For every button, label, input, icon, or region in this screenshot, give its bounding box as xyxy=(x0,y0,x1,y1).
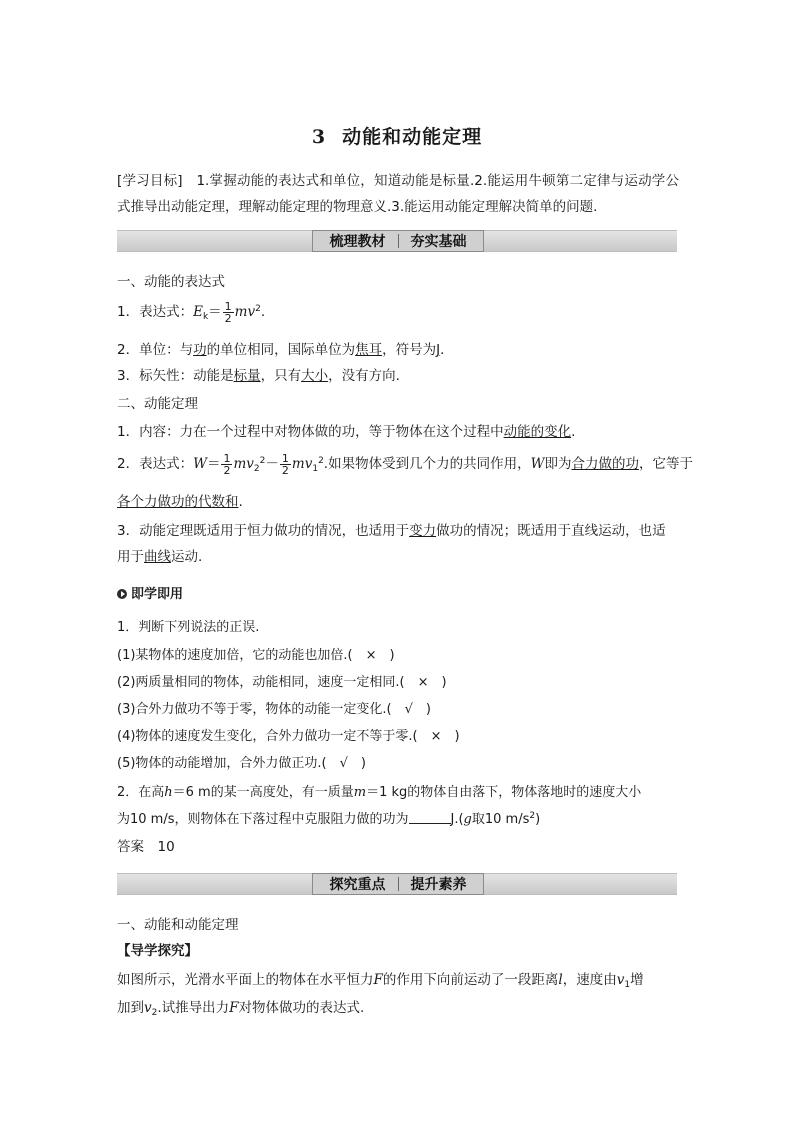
question-2-line-2 xyxy=(117,808,540,827)
underlined-term: 曲线 xyxy=(144,549,171,565)
text: 即为 xyxy=(544,456,572,472)
title-number: 3 xyxy=(311,126,327,148)
section-banner-2 xyxy=(117,873,677,895)
text: 3．动能定理既适用于恒力做功的情况，也适用于 xyxy=(117,523,410,539)
denominator: 2 xyxy=(224,311,232,325)
banner-right-label: 提升素养 xyxy=(410,877,467,893)
minus: － xyxy=(265,456,279,472)
text: 如图所示，光滑水平面上的物体在水平恒力 xyxy=(117,972,374,988)
text: 对物体做功的表达式. xyxy=(238,1000,365,1016)
text: 做功的情况；既适用于直线运动，也适用于 xyxy=(117,523,666,565)
banner-left-label: 梳理教材 xyxy=(329,234,386,250)
text: 1．内容：力在一个过程中对物体做的功，等于物体在这个过程中 xyxy=(117,424,504,440)
list-item: (2)两质量相同的物体，动能相同，速度一定相同.( × ) xyxy=(117,675,447,690)
answer-line: 答案 10 xyxy=(117,839,175,855)
answer-blank xyxy=(409,811,451,824)
symbol-f: F xyxy=(229,1000,239,1016)
list-item xyxy=(117,338,444,358)
list-item: (4)物体的速度发生变化，合外力做功一定不等于零.( × ) xyxy=(117,729,460,744)
superscript: 2 xyxy=(255,304,261,314)
text: ) xyxy=(535,812,541,827)
subscript: 1 xyxy=(624,980,631,990)
text: 为10 m/s，则物体在下落过程中克服阻力做的功为 xyxy=(117,812,409,827)
paragraph-line xyxy=(117,968,644,990)
text: 的作用下向前运动了一段距离 xyxy=(382,972,559,988)
symbol-l: l xyxy=(558,972,563,988)
symbol-f: F xyxy=(373,972,383,988)
text: 的单位相同，国际单位为 xyxy=(206,342,356,358)
symbol-mv: mv xyxy=(234,304,256,320)
list-item xyxy=(117,518,679,570)
banner-left-label: 探究重点 xyxy=(329,877,386,893)
list-item: (5)物体的动能增加，合外力做正功.( √ ) xyxy=(117,756,366,771)
text: 2．单位：与 xyxy=(117,342,194,358)
underlined-term: J xyxy=(436,342,441,358)
question-1: 1．判断下列说法的正误. xyxy=(117,620,260,635)
symbol-h: h xyxy=(164,785,173,800)
text: ＝1 kg的物体自由落下，物体落地时的速度大小 xyxy=(366,785,642,800)
section-heading: 一、动能的表达式 xyxy=(117,274,225,290)
list-item-continued xyxy=(117,490,243,510)
text: ，它等于 xyxy=(638,456,693,472)
fraction-half xyxy=(221,453,232,476)
underlined-term: 大小 xyxy=(301,368,329,384)
superscript: 2 xyxy=(318,456,324,466)
symbol-w: W xyxy=(193,456,207,472)
underlined-term: 各个力做功的代数和 xyxy=(117,494,239,510)
banner-divider xyxy=(398,234,399,248)
underlined-term: 合力做的功 xyxy=(571,456,639,472)
underlined-term: 焦耳 xyxy=(355,342,383,358)
banner-tag xyxy=(312,873,484,895)
section-heading: 二、动能定理 xyxy=(117,396,198,412)
text: 1．表达式： xyxy=(117,304,194,320)
text: ，速度由 xyxy=(562,972,617,988)
subscript: 2 xyxy=(151,1008,158,1018)
symbol-mv: mv xyxy=(233,456,254,472)
paragraph-line xyxy=(117,996,364,1018)
section-heading: 一、动能和动能定理 xyxy=(117,917,239,933)
text: 2．表达式： xyxy=(117,456,194,472)
fraction-half xyxy=(223,301,234,324)
superscript: 2 xyxy=(259,456,266,466)
fraction-half xyxy=(280,453,291,476)
text: 2．在高 xyxy=(117,785,165,800)
banner-divider xyxy=(398,877,399,891)
banner-tag xyxy=(312,230,484,252)
learning-objectives: [学习目标] 1.掌握动能的表达式和单位，知道动能是标量.2.能运用牛顿第二定律与运动学公式推导出动能定理，理解动能定理的物理意义.3.能运用动能定理解决简单的问题. xyxy=(117,173,679,215)
underlined-term: 动能的变化 xyxy=(503,424,572,440)
numerator: 1 xyxy=(223,451,231,465)
list-item xyxy=(117,364,400,384)
underlined-term: 变力 xyxy=(409,523,437,539)
page-title xyxy=(0,122,794,149)
denominator: 2 xyxy=(223,463,231,477)
text: 增 xyxy=(630,972,644,988)
symbol-m: m xyxy=(353,785,367,800)
section-banner-1 xyxy=(117,230,677,252)
numerator: 1 xyxy=(224,299,232,313)
underlined-term: 标量 xyxy=(233,368,261,384)
text: ＝6 m的某一高度处，有一质量 xyxy=(172,785,354,800)
superscript: 2 xyxy=(529,811,536,821)
text: 取10 m/s xyxy=(471,812,530,827)
text: 3．标矢性：动能是 xyxy=(117,368,234,384)
equals: ＝ xyxy=(206,456,221,472)
subscript-k: k xyxy=(202,312,209,322)
text: J.( xyxy=(450,812,464,827)
symbol-e: E xyxy=(193,304,203,320)
text: ，符号为 xyxy=(382,342,437,358)
formula-line-theorem xyxy=(117,452,693,476)
practice-heading-text: 即学即用 xyxy=(131,587,184,602)
list-item: (3)合外力做功不等于零，物体的动能一定变化.( √ ) xyxy=(117,702,431,717)
list-item: (1)某物体的速度加倍，它的动能也加倍.( × ) xyxy=(117,648,395,663)
underlined-term: 功 xyxy=(193,342,207,358)
practice-heading xyxy=(117,583,183,602)
title-text: 动能和动能定理 xyxy=(342,126,483,148)
list-item xyxy=(117,420,575,440)
symbol-v: v xyxy=(616,972,625,988)
text: . xyxy=(238,494,243,510)
equals: ＝ xyxy=(208,304,222,320)
numerator: 1 xyxy=(281,451,289,465)
text: .如果物体受到几个力的共同作用， xyxy=(323,456,531,472)
text: 运动. xyxy=(171,549,203,565)
text: 加到 xyxy=(117,1000,144,1016)
subscript: 1 xyxy=(312,464,319,474)
denominator: 2 xyxy=(281,463,289,477)
subscript: 2 xyxy=(253,464,260,474)
symbol-w: W xyxy=(530,456,545,472)
banner-right-label: 夯实基础 xyxy=(410,234,467,250)
text: . xyxy=(440,342,445,358)
text: ，没有方向. xyxy=(328,368,400,384)
subsection-heading: 【导学探究】 xyxy=(117,943,198,959)
question-2 xyxy=(117,781,641,800)
symbol-g: g xyxy=(463,812,472,827)
play-circle-icon xyxy=(117,589,127,599)
period: . xyxy=(260,304,266,320)
symbol-v: v xyxy=(144,1000,152,1016)
symbol-mv: mv xyxy=(291,456,313,472)
formula-line-ek xyxy=(117,300,265,324)
text: . xyxy=(571,424,576,440)
text: .试推导出力 xyxy=(157,1000,230,1016)
text: ，只有 xyxy=(260,368,302,384)
